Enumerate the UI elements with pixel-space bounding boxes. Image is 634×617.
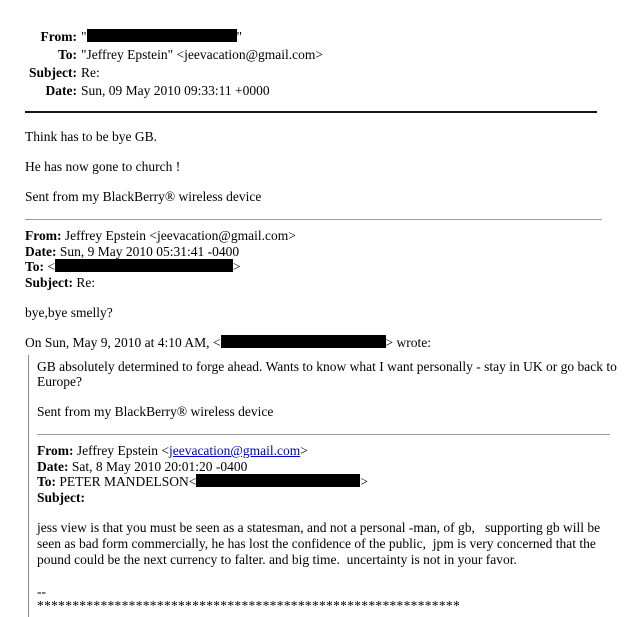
email1-subject-row	[25, 64, 634, 82]
email-link[interactable]: jeevacation@gmail.com	[168, 443, 301, 458]
quote-intro-wrote: > wrote:	[385, 335, 431, 350]
body-paragraph: He has now gone to church !	[25, 159, 181, 174]
date-value: Sat, 8 May 2010 20:01:20 -0400	[68, 458, 248, 474]
to-label: To:	[25, 259, 45, 274]
from-close-bracket: >	[300, 443, 308, 458]
email2-to-row	[25, 259, 634, 275]
email1-header	[25, 28, 634, 100]
date-label: Date:	[37, 458, 69, 474]
subject-label: Subject:	[37, 489, 85, 505]
email2-date-row	[25, 244, 634, 260]
signature-separator: --	[37, 584, 46, 599]
quote-intro-text: On Sun, May 9, 2010 at 4:10 AM, <	[25, 335, 221, 350]
redaction-box	[87, 29, 237, 42]
to-close-bracket: >	[360, 474, 369, 489]
email4-header	[37, 443, 634, 505]
to-close-bracket: >	[233, 259, 241, 274]
redaction-box	[221, 335, 386, 348]
blackberry-signature: Sent from my BlackBerry® wireless device	[25, 189, 262, 204]
body-paragraph: bye,bye smelly?	[25, 305, 113, 320]
quote-intro	[25, 335, 634, 351]
email1-date-row	[25, 82, 634, 100]
to-label: To:	[37, 474, 57, 489]
from-label: From:	[37, 443, 74, 458]
divider	[25, 111, 597, 113]
from-value	[81, 28, 242, 46]
date-label: Date:	[25, 243, 57, 259]
asterisk-line: ************************************************************	[37, 598, 460, 613]
subject-value: Re:	[73, 274, 96, 290]
redaction-box	[55, 259, 233, 272]
email1-to-row	[25, 46, 634, 64]
body-paragraph: Think has to be bye GB.	[25, 129, 157, 144]
from-close-quote: "	[236, 29, 243, 44]
divider	[25, 219, 602, 220]
to-name: PETER MANDELSON<	[56, 474, 197, 489]
email2-from-row	[25, 228, 634, 244]
subject-value: Re:	[81, 65, 100, 80]
from-value: Jeffrey Epstein <jeevacation@gmail.com>	[61, 228, 296, 243]
divider	[37, 434, 610, 435]
email1-from-row	[25, 28, 634, 46]
subject-label: Subject:	[29, 65, 77, 80]
subject-label: Subject:	[25, 274, 73, 290]
from-label: From:	[25, 228, 62, 243]
email2-subject-row	[25, 275, 634, 291]
body-paragraph: jess view is that you must be seen as a statesman, and not a personal -man, of gb, supporting gb will be seen as bad form commercially, he has lost the confidence of the public, jpm is very concerned that the pound could be the next currency to falter. and big time. uncertainty is not in your favor.	[37, 520, 604, 567]
redaction-box	[196, 474, 360, 487]
blackberry-signature: Sent from my BlackBerry® wireless device	[37, 404, 274, 419]
to-label: To:	[57, 47, 77, 62]
to-value: "Jeffrey Epstein" <jeevacation@gmail.com>	[81, 47, 323, 62]
email4-date-row	[37, 459, 634, 475]
date-value: Sun, 9 May 2010 05:31:41 -0400	[56, 243, 240, 259]
to-open-bracket: <	[44, 259, 56, 274]
from-label: From:	[40, 29, 77, 44]
date-value: Sun, 09 May 2010 09:33:11 +0000	[81, 83, 270, 98]
body-paragraph: GB absolutely determined to forge ahead. Wants to know what I want personally - stay in UK or go back to Europe?	[37, 359, 617, 389]
from-name: Jeffrey Epstein <	[73, 443, 169, 458]
date-label: Date:	[45, 83, 77, 98]
from-open-quote: "	[81, 29, 87, 44]
email4-to-row	[37, 474, 634, 490]
email2-header	[25, 228, 634, 290]
quoted-email	[28, 355, 634, 617]
email4-from-row	[37, 443, 634, 459]
email4-subject-row	[37, 490, 634, 506]
